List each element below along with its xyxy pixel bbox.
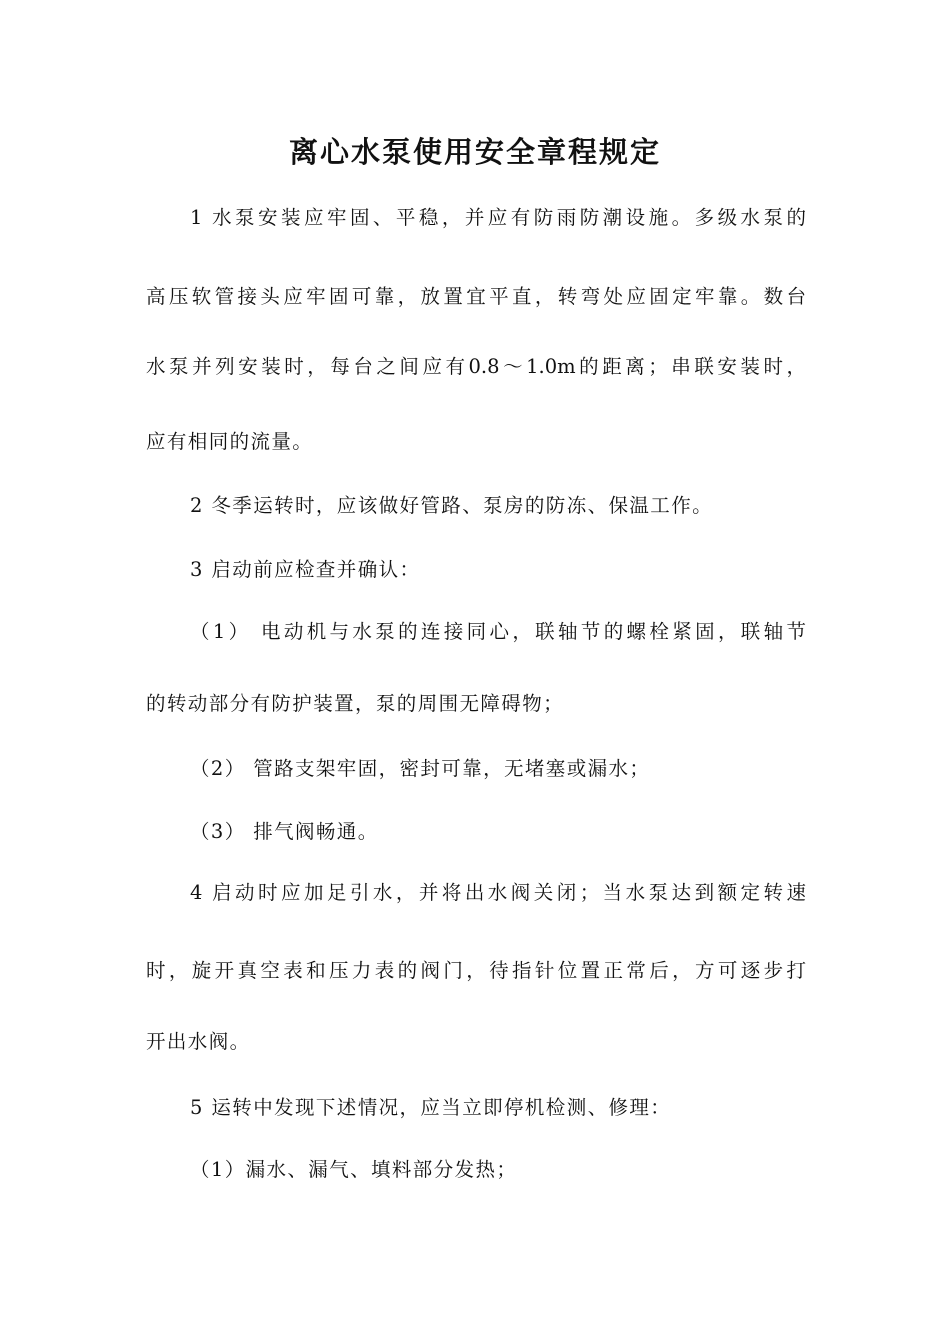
paragraph-1-line-1: 1 水泵安装应牢固、平稳，并应有防雨防潮设施。多级水泵的 — [190, 206, 806, 229]
document-title: 离心水泵使用安全章程规定 — [288, 135, 661, 169]
paragraph-4-line-3: 开出水阀。 — [146, 1030, 251, 1053]
paragraph-1-line-2: 高压软管接头应牢固可靠，放置宜平直，转弯处应固定牢靠。数台 — [146, 285, 806, 308]
paragraph-4-line-1: 4 启动时应加足引水，并将出水阀关闭；当水泵达到额定转速 — [190, 881, 806, 904]
item-5-1: （1）漏水、漏气、填料部分发热； — [190, 1158, 518, 1181]
item-3-1-line-2: 的转动部分有防护装置，泵的周围无障碍物； — [146, 692, 565, 715]
paragraph-1-line-3: 水泵并列安装时，每台之间应有0.8～1.0m的距离；串联安装时， — [146, 355, 806, 378]
item-3-3: （3） 排气阀畅通。 — [190, 820, 379, 843]
paragraph-4-line-2: 时，旋开真空表和压力表的阀门，待指针位置正常后，方可逐步打 — [146, 959, 806, 982]
paragraph-3: 3 启动前应检查并确认： — [190, 558, 421, 581]
paragraph-5: 5 运转中发现下述情况，应当立即停机检测、修理： — [190, 1096, 672, 1119]
paragraph-1-line-4: 应有相同的流量。 — [146, 430, 314, 453]
item-3-1-line-1: （1） 电动机与水泵的连接同心，联轴节的螺栓紧固，联轴节 — [190, 620, 806, 643]
paragraph-2: 2 冬季运转时，应该做好管路、泵房的防冻、保温工作。 — [190, 494, 714, 517]
item-3-2: （2） 管路支架牢固，密封可靠，无堵塞或漏水； — [190, 757, 651, 780]
